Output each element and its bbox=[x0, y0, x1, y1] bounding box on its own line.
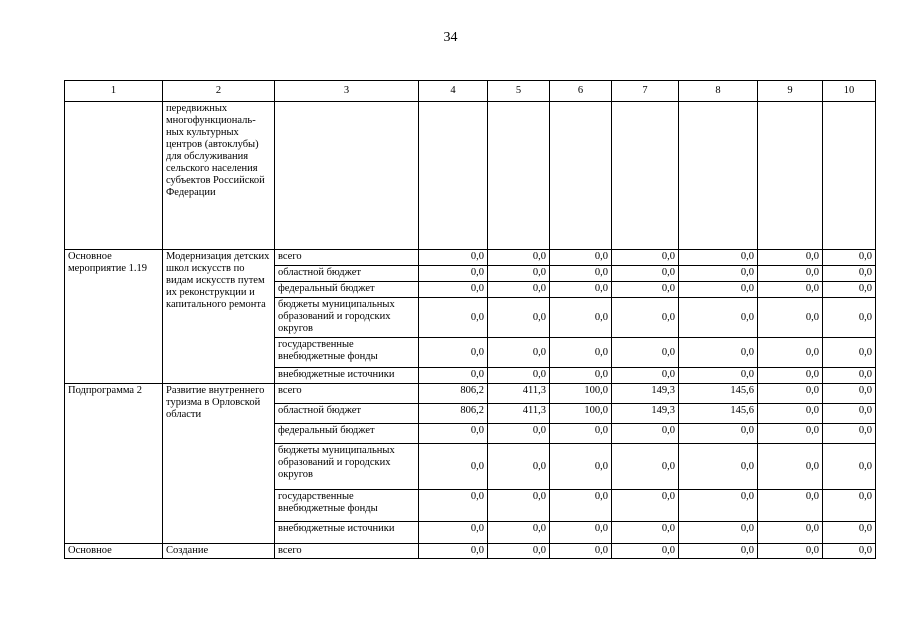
funding-source-cell: бюджеты муниципальных образований и городских округов bbox=[275, 298, 419, 338]
value-cell: 0,0 bbox=[612, 298, 679, 338]
value-cell: 0,0 bbox=[419, 490, 488, 522]
value-cell: 0,0 bbox=[758, 544, 823, 559]
funding-source-cell: внебюджетные источники bbox=[275, 368, 419, 384]
funding-source-cell: областной бюджет bbox=[275, 266, 419, 282]
block2-name-cell: Развитие внутреннего туризма в Орловской области bbox=[163, 384, 275, 544]
value-cell: 0,0 bbox=[679, 544, 758, 559]
value-cell: 0,0 bbox=[758, 490, 823, 522]
value-cell: 0,0 bbox=[612, 338, 679, 368]
value-cell: 0,0 bbox=[550, 490, 612, 522]
column-header-8: 8 bbox=[679, 81, 758, 102]
value-cell: 0,0 bbox=[419, 444, 488, 490]
page-number: 34 bbox=[443, 30, 458, 45]
empty-cell bbox=[679, 102, 758, 250]
value-cell: 0,0 bbox=[758, 250, 823, 266]
value-cell: 0,0 bbox=[823, 384, 876, 404]
value-cell: 0,0 bbox=[419, 544, 488, 559]
value-cell: 0,0 bbox=[679, 250, 758, 266]
funding-source-cell: всего bbox=[275, 384, 419, 404]
empty-cell bbox=[550, 102, 612, 250]
value-cell: 0,0 bbox=[419, 266, 488, 282]
value-cell: 0,0 bbox=[823, 250, 876, 266]
value-cell: 0,0 bbox=[758, 424, 823, 444]
funding-source-cell: федеральный бюджет bbox=[275, 282, 419, 298]
value-cell: 0,0 bbox=[679, 338, 758, 368]
value-cell: 411,3 bbox=[488, 384, 550, 404]
value-cell: 0,0 bbox=[612, 368, 679, 384]
value-cell: 0,0 bbox=[758, 368, 823, 384]
value-cell: 0,0 bbox=[679, 298, 758, 338]
value-cell: 0,0 bbox=[419, 368, 488, 384]
value-cell: 0,0 bbox=[679, 282, 758, 298]
empty-cell bbox=[758, 102, 823, 250]
value-cell: 0,0 bbox=[612, 250, 679, 266]
funding-source-cell: государственные внебюджетные фонды bbox=[275, 338, 419, 368]
value-cell: 0,0 bbox=[550, 282, 612, 298]
value-cell: 0,0 bbox=[612, 544, 679, 559]
value-cell: 0,0 bbox=[488, 444, 550, 490]
value-cell: 0,0 bbox=[823, 298, 876, 338]
value-cell: 0,0 bbox=[758, 384, 823, 404]
column-header-9: 9 bbox=[758, 81, 823, 102]
value-cell: 806,2 bbox=[419, 384, 488, 404]
value-cell: 0,0 bbox=[488, 266, 550, 282]
column-header-2: 2 bbox=[163, 81, 275, 102]
value-cell: 0,0 bbox=[823, 544, 876, 559]
value-cell: 0,0 bbox=[550, 298, 612, 338]
column-header-5: 5 bbox=[488, 81, 550, 102]
value-cell: 0,0 bbox=[823, 522, 876, 544]
value-cell: 0,0 bbox=[419, 282, 488, 298]
value-cell: 149,3 bbox=[612, 404, 679, 424]
funding-source-cell: внебюджетные источники bbox=[275, 522, 419, 544]
funding-source-cell: бюджеты муниципальных образований и городских округов bbox=[275, 444, 419, 490]
funding-source-cell: государственные внебюджетные фонды bbox=[275, 490, 419, 522]
value-cell: 145,6 bbox=[679, 384, 758, 404]
value-cell: 0,0 bbox=[550, 444, 612, 490]
value-cell: 100,0 bbox=[550, 404, 612, 424]
value-cell: 0,0 bbox=[823, 444, 876, 490]
value-cell: 0,0 bbox=[679, 522, 758, 544]
value-cell: 0,0 bbox=[758, 338, 823, 368]
funding-source-cell: областной бюджет bbox=[275, 404, 419, 424]
value-cell: 0,0 bbox=[679, 266, 758, 282]
value-cell: 0,0 bbox=[612, 266, 679, 282]
block2-code-cell: Подпрограмма 2 bbox=[65, 384, 163, 544]
value-cell: 0,0 bbox=[758, 404, 823, 424]
value-cell: 145,6 bbox=[679, 404, 758, 424]
header-row bbox=[65, 81, 876, 102]
funding-source-cell: всего bbox=[275, 250, 419, 266]
empty-cell bbox=[823, 102, 876, 250]
empty-cell bbox=[65, 102, 163, 250]
table-row bbox=[65, 384, 876, 404]
value-cell: 0,0 bbox=[679, 368, 758, 384]
value-cell: 0,0 bbox=[550, 338, 612, 368]
value-cell: 0,0 bbox=[823, 282, 876, 298]
value-cell: 806,2 bbox=[419, 404, 488, 424]
value-cell: 0,0 bbox=[823, 424, 876, 444]
value-cell: 0,0 bbox=[419, 522, 488, 544]
value-cell: 0,0 bbox=[679, 424, 758, 444]
value-cell: 0,0 bbox=[823, 338, 876, 368]
value-cell: 0,0 bbox=[550, 424, 612, 444]
value-cell: 0,0 bbox=[488, 490, 550, 522]
value-cell: 0,0 bbox=[488, 338, 550, 368]
column-header-10: 10 bbox=[823, 81, 876, 102]
value-cell: 0,0 bbox=[488, 250, 550, 266]
value-cell: 411,3 bbox=[488, 404, 550, 424]
value-cell: 0,0 bbox=[488, 368, 550, 384]
block1-code-cell: Основное мероприятие 1.19 bbox=[65, 250, 163, 384]
value-cell: 0,0 bbox=[758, 282, 823, 298]
value-cell: 0,0 bbox=[488, 522, 550, 544]
value-cell: 0,0 bbox=[758, 522, 823, 544]
value-cell: 0,0 bbox=[823, 368, 876, 384]
value-cell: 0,0 bbox=[419, 250, 488, 266]
value-cell: 0,0 bbox=[550, 368, 612, 384]
empty-cell bbox=[488, 102, 550, 250]
value-cell: 0,0 bbox=[679, 444, 758, 490]
value-cell: 0,0 bbox=[488, 298, 550, 338]
value-cell: 0,0 bbox=[679, 490, 758, 522]
empty-cell bbox=[612, 102, 679, 250]
budget-table bbox=[64, 80, 876, 559]
value-cell: 0,0 bbox=[612, 490, 679, 522]
value-cell: 100,0 bbox=[550, 384, 612, 404]
funding-source-cell: всего bbox=[275, 544, 419, 559]
value-cell: 0,0 bbox=[758, 444, 823, 490]
empty-cell bbox=[275, 102, 419, 250]
value-cell: 0,0 bbox=[550, 250, 612, 266]
block3-code-cell: Основное bbox=[65, 544, 163, 559]
column-header-7: 7 bbox=[612, 81, 679, 102]
value-cell: 0,0 bbox=[550, 544, 612, 559]
value-cell: 0,0 bbox=[419, 338, 488, 368]
value-cell: 0,0 bbox=[488, 424, 550, 444]
value-cell: 0,0 bbox=[612, 444, 679, 490]
block3-name-cell: Создание bbox=[163, 544, 275, 559]
column-header-3: 3 bbox=[275, 81, 419, 102]
column-header-6: 6 bbox=[550, 81, 612, 102]
value-cell: 0,0 bbox=[758, 298, 823, 338]
value-cell: 0,0 bbox=[823, 266, 876, 282]
block1-name-cell: Модернизация детских школ искусств по видам искусств путем их реконструкции и капитального ремонта bbox=[163, 250, 275, 384]
value-cell: 0,0 bbox=[612, 522, 679, 544]
table-row bbox=[65, 102, 876, 250]
table-row bbox=[65, 544, 876, 559]
column-header-1: 1 bbox=[65, 81, 163, 102]
value-cell: 0,0 bbox=[419, 298, 488, 338]
table-row bbox=[65, 250, 876, 266]
value-cell: 0,0 bbox=[612, 282, 679, 298]
value-cell: 0,0 bbox=[488, 282, 550, 298]
value-cell: 0,0 bbox=[823, 490, 876, 522]
value-cell: 0,0 bbox=[823, 404, 876, 424]
funding-source-cell: федеральный бюджет bbox=[275, 424, 419, 444]
value-cell: 149,3 bbox=[612, 384, 679, 404]
empty-cell bbox=[419, 102, 488, 250]
value-cell: 0,0 bbox=[612, 424, 679, 444]
value-cell: 0,0 bbox=[550, 522, 612, 544]
value-cell: 0,0 bbox=[419, 424, 488, 444]
value-cell: 0,0 bbox=[550, 266, 612, 282]
value-cell: 0,0 bbox=[758, 266, 823, 282]
value-cell: 0,0 bbox=[488, 544, 550, 559]
column-header-4: 4 bbox=[419, 81, 488, 102]
description-cell: передвижных многофункциональ-ных культурных центров (автоклубы) для обслуживания сельского населения субъектов Российской Федерации bbox=[163, 102, 275, 250]
